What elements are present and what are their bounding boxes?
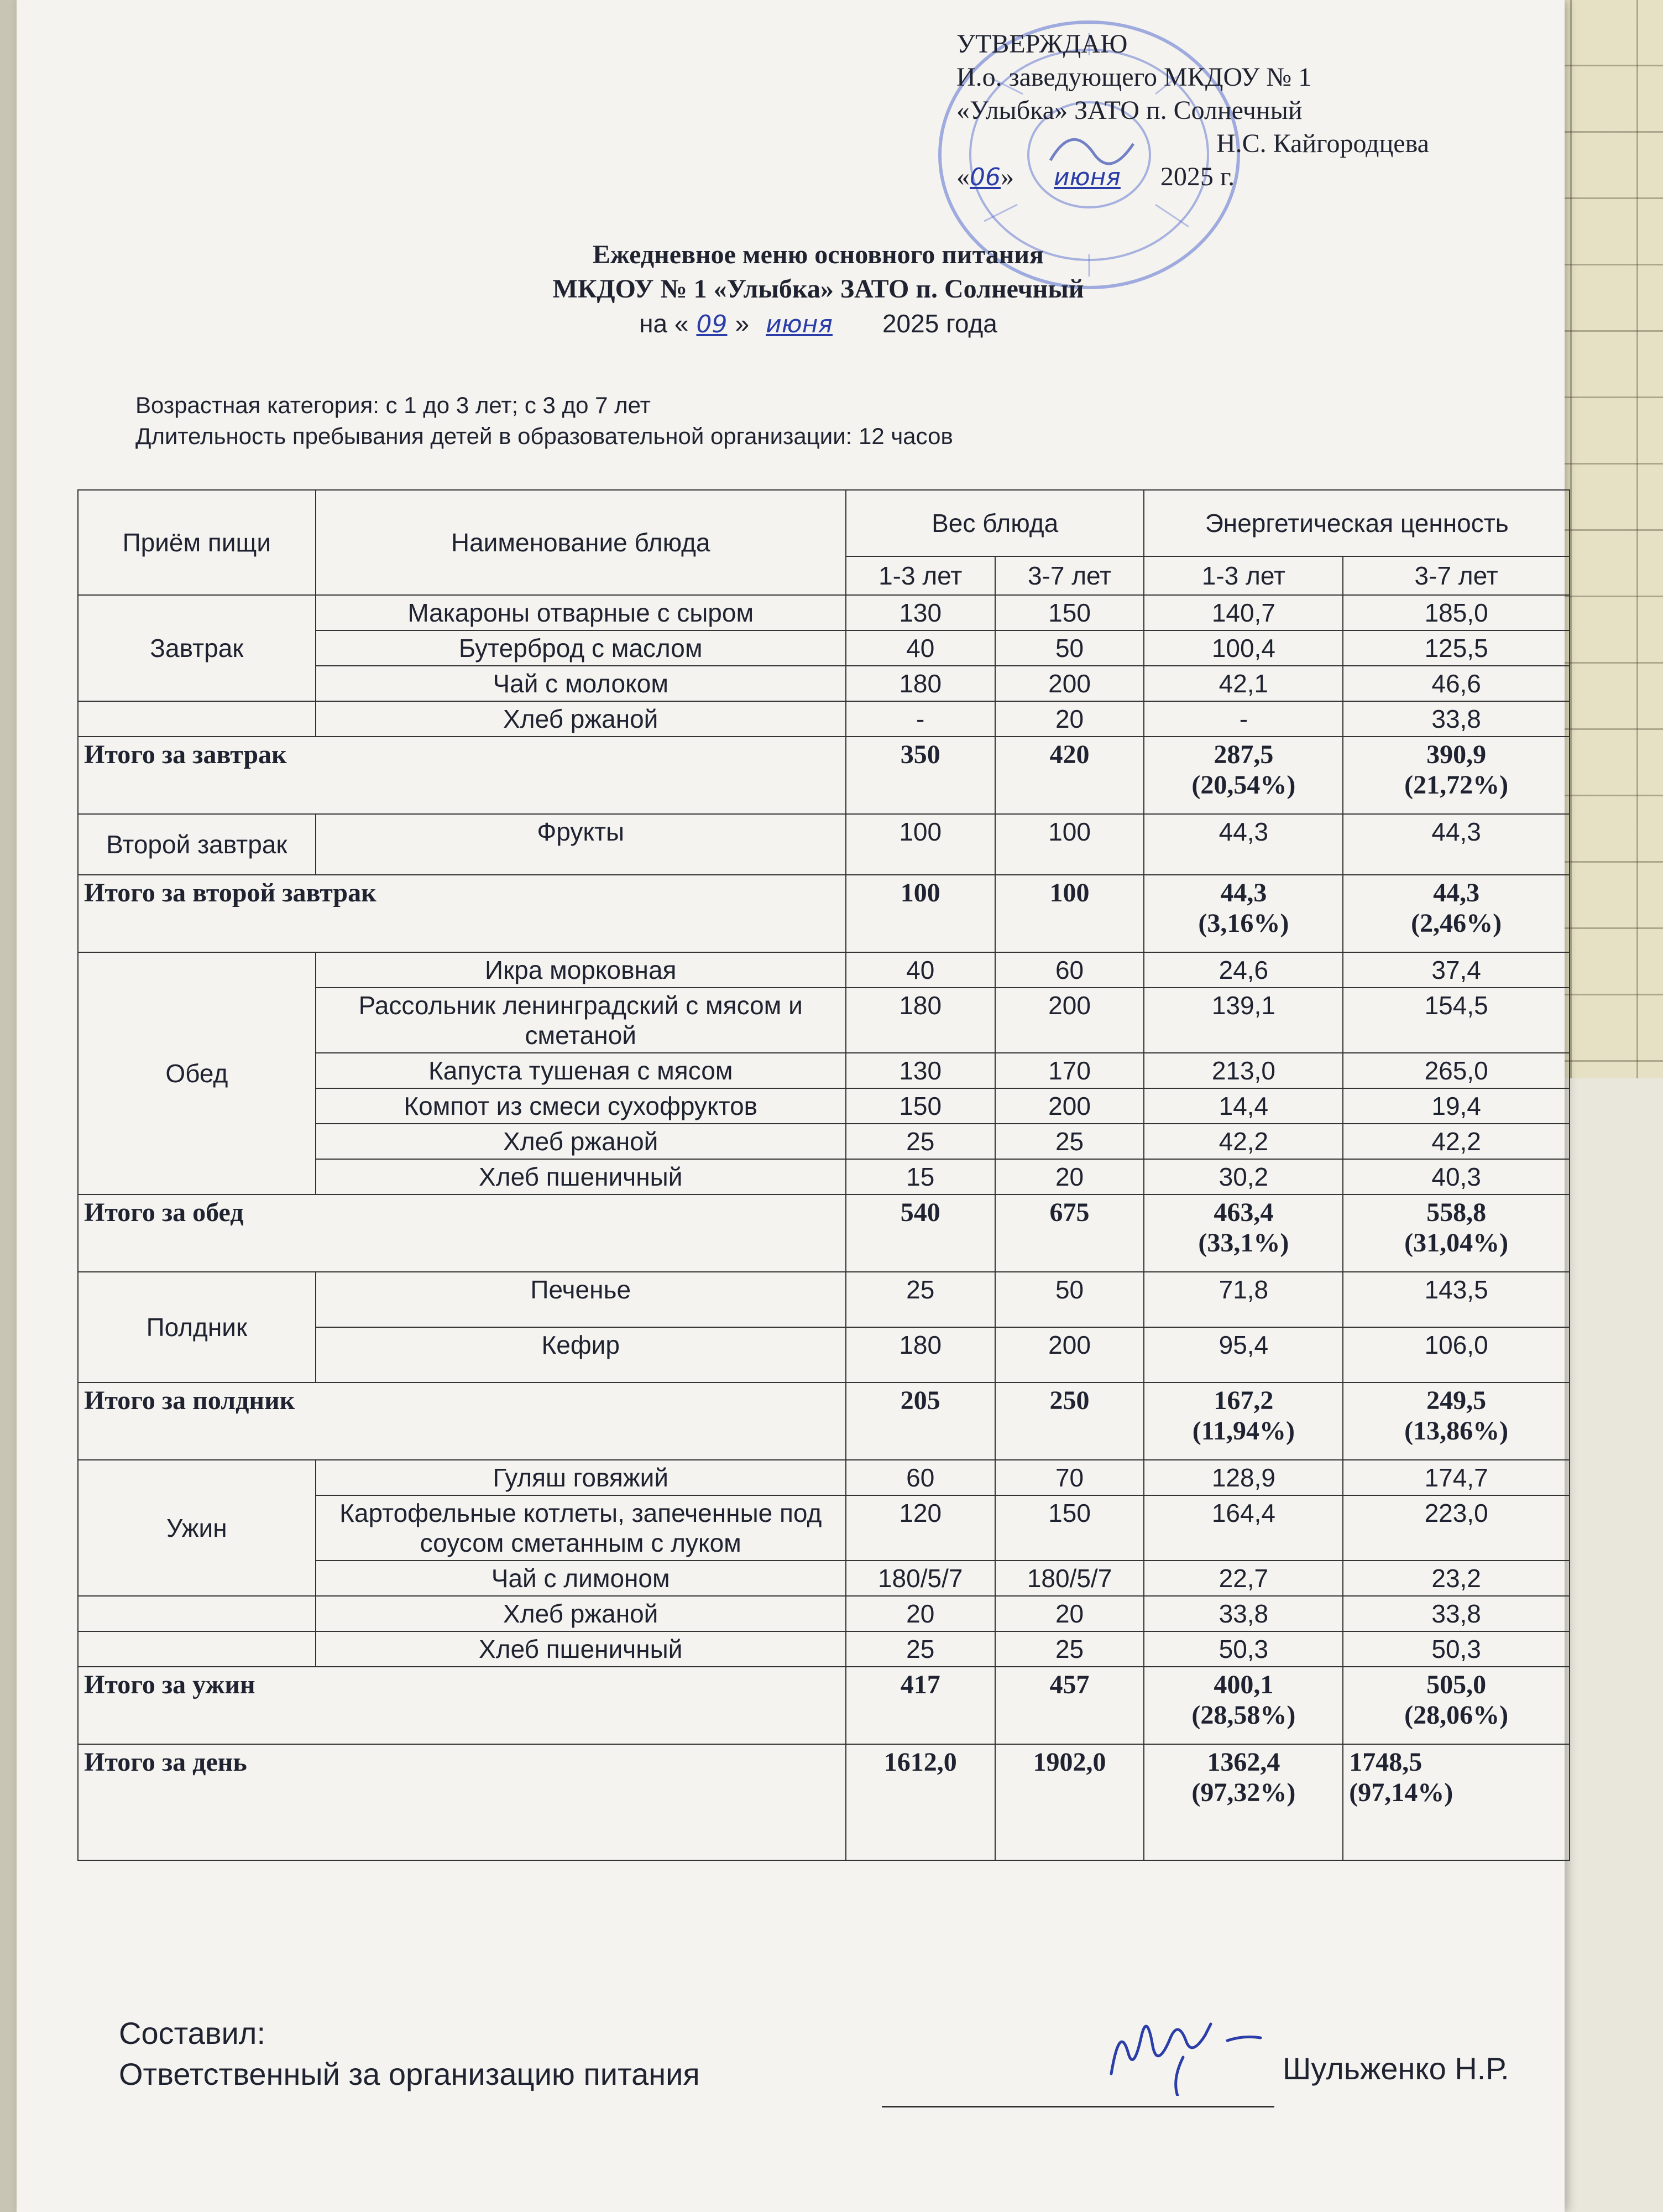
energy-3-7: 174,7	[1343, 1460, 1570, 1495]
weight-3-7: 50	[995, 1272, 1144, 1327]
weight-3-7: 170	[995, 1053, 1144, 1088]
energy-1-3: 14,4	[1144, 1088, 1343, 1124]
energy-3-7: 125,5	[1343, 630, 1570, 666]
table-row	[78, 814, 1570, 875]
energy-3-7: 154,5	[1343, 988, 1570, 1053]
energy-3-7: 265,0	[1343, 1053, 1570, 1088]
total-weight-3-7: 420	[995, 737, 1144, 814]
weight-1-3: 40	[846, 630, 995, 666]
dish-cell: Хлеб ржаной	[316, 1596, 846, 1631]
table-row	[78, 1596, 1570, 1631]
weight-1-3: 25	[846, 1631, 995, 1667]
weight-3-7: 20	[995, 1596, 1144, 1631]
energy-1-3: 33,8	[1144, 1596, 1343, 1631]
weight-3-7: 200	[995, 988, 1144, 1053]
energy-3-7: 185,0	[1343, 595, 1570, 630]
approval-date-year: 2025 г.	[1160, 162, 1235, 191]
total-label: Итого за день	[78, 1744, 846, 1860]
energy-1-3: -	[1144, 701, 1343, 737]
age-category: Возрастная категория: с 1 до 3 лет; с 3 до 7 лет	[135, 392, 651, 418]
weight-1-3: 180	[846, 988, 995, 1053]
energy-3-7: 223,0	[1343, 1495, 1570, 1561]
table-row	[78, 952, 1570, 988]
total-weight-1-3: 350	[846, 737, 995, 814]
energy-1-3: 95,4	[1144, 1327, 1343, 1383]
weight-3-7: 25	[995, 1631, 1144, 1667]
energy-1-3: 24,6	[1144, 952, 1343, 988]
header-dish: Наименование блюда	[316, 490, 846, 595]
dish-cell: Кефир	[316, 1327, 846, 1383]
total-energy-3-7: 44,3 (2,46%)	[1343, 875, 1570, 952]
meal-cell: Полдник	[78, 1272, 316, 1383]
weight-1-3: 25	[846, 1124, 995, 1159]
header-energy-age2: 3-7 лет	[1343, 556, 1570, 595]
menu-table	[77, 489, 1570, 1861]
total-row	[78, 875, 1570, 952]
weight-3-7: 150	[995, 1495, 1144, 1561]
energy-3-7: 40,3	[1343, 1159, 1570, 1194]
day-total-row	[78, 1744, 1570, 1860]
energy-3-7: 44,3	[1343, 814, 1570, 875]
header-energy: Энергетическая ценность	[1144, 490, 1570, 556]
total-energy-1-3: 1362,4 (97,32%)	[1144, 1744, 1343, 1860]
dish-cell: Хлеб пшеничный	[316, 1159, 846, 1194]
approval-date-day: 06	[970, 163, 1001, 191]
dish-cell: Хлеб ржаной	[316, 1124, 846, 1159]
energy-1-3: 30,2	[1144, 1159, 1343, 1194]
energy-1-3: 50,3	[1144, 1631, 1343, 1667]
table-row	[78, 1460, 1570, 1495]
approval-block	[956, 28, 1509, 194]
dish-cell: Макароны отварные с сыром	[316, 595, 846, 630]
total-weight-3-7: 1902,0	[995, 1744, 1144, 1860]
compiled-label: Составил:	[119, 2016, 266, 2051]
total-energy-1-3: 400,1 (28,58%)	[1144, 1667, 1343, 1744]
total-label: Итого за завтрак	[78, 737, 846, 814]
empty-meal-cell	[78, 1631, 316, 1667]
weight-3-7: 25	[995, 1124, 1144, 1159]
weight-1-3: 150	[846, 1088, 995, 1124]
title-date-month: июня	[766, 310, 833, 338]
title-line-1: Ежедневное меню основного питания	[592, 240, 1044, 269]
total-label: Итого за ужин	[78, 1667, 846, 1744]
weight-3-7: 70	[995, 1460, 1144, 1495]
header-energy-age1: 1-3 лет	[1144, 556, 1343, 595]
weight-1-3: 130	[846, 595, 995, 630]
total-row	[78, 1667, 1570, 1744]
energy-1-3: 22,7	[1144, 1561, 1343, 1596]
title-date: на « 09 » июня 2025 года	[639, 309, 997, 338]
dish-cell: Икра морковная	[316, 952, 846, 988]
total-energy-3-7: 390,9 (21,72%)	[1343, 737, 1570, 814]
meta-info	[135, 390, 953, 452]
weight-3-7: 100	[995, 814, 1144, 875]
approval-signer: Н.С. Кайгородцева	[1216, 129, 1429, 158]
header-meal: Приём пищи	[78, 490, 316, 595]
weight-3-7: 200	[995, 1327, 1144, 1383]
total-label: Итого за второй завтрак	[78, 875, 846, 952]
approval-date-month: июня	[1054, 163, 1121, 191]
dish-cell: Картофельные котлеты, запеченные под соусом сметанным с луком	[316, 1495, 846, 1561]
total-weight-3-7: 250	[995, 1383, 1144, 1460]
energy-3-7: 33,8	[1343, 701, 1570, 737]
weight-3-7: 180/5/7	[995, 1561, 1144, 1596]
total-weight-3-7: 457	[995, 1667, 1144, 1744]
title-date-year: 2025 года	[882, 309, 997, 338]
energy-1-3: 139,1	[1144, 988, 1343, 1053]
meal-cell: Завтрак	[78, 595, 316, 701]
dish-cell: Бутерброд с маслом	[316, 630, 846, 666]
dish-cell: Хлеб пшеничный	[316, 1631, 846, 1667]
page-title	[348, 238, 1288, 342]
table-row	[78, 595, 1570, 630]
signature-line	[882, 2106, 1274, 2107]
weight-3-7: 200	[995, 1088, 1144, 1124]
energy-3-7: 46,6	[1343, 666, 1570, 701]
energy-3-7: 19,4	[1343, 1088, 1570, 1124]
approval-heading: УТВЕРЖДАЮ	[956, 29, 1128, 59]
energy-1-3: 164,4	[1144, 1495, 1343, 1561]
weight-1-3: 120	[846, 1495, 995, 1561]
document-sheet	[17, 0, 1565, 2212]
total-energy-3-7: 558,8 (31,04%)	[1343, 1194, 1570, 1272]
total-weight-1-3: 100	[846, 875, 995, 952]
weight-3-7: 200	[995, 666, 1144, 701]
energy-3-7: 106,0	[1343, 1327, 1570, 1383]
weight-1-3: 40	[846, 952, 995, 988]
energy-1-3: 71,8	[1144, 1272, 1343, 1327]
title-date-day: 09	[696, 310, 728, 338]
dish-cell: Хлеб ржаной	[316, 701, 846, 737]
weight-3-7: 150	[995, 595, 1144, 630]
empty-meal-cell	[78, 1596, 316, 1631]
total-label: Итого за полдник	[78, 1383, 846, 1460]
dish-cell: Печенье	[316, 1272, 846, 1327]
total-energy-1-3: 287,5 (20,54%)	[1144, 737, 1343, 814]
dish-cell: Капуста тушеная с мясом	[316, 1053, 846, 1088]
energy-1-3: 100,4	[1144, 630, 1343, 666]
header-weight: Вес блюда	[846, 490, 1144, 556]
total-energy-3-7: 249,5 (13,86%)	[1343, 1383, 1570, 1460]
weight-1-3: 60	[846, 1460, 995, 1495]
dish-cell: Фрукты	[316, 814, 846, 875]
approval-line-2: «Улыбка» ЗАТО п. Солнечный	[956, 96, 1303, 125]
weight-3-7: 20	[995, 701, 1144, 737]
dish-cell: Рассольник ленинградский с мясом и сметаной	[316, 988, 846, 1053]
stay-duration: Длительность пребывания детей в образовательной организации: 12 часов	[135, 423, 953, 449]
table-row	[78, 1272, 1570, 1327]
total-weight-1-3: 540	[846, 1194, 995, 1272]
dish-cell: Компот из смеси сухофруктов	[316, 1088, 846, 1124]
title-line-2: МКДОУ № 1 «Улыбка» ЗАТО п. Солнечный	[552, 274, 1084, 304]
weight-1-3: 20	[846, 1596, 995, 1631]
total-row	[78, 1383, 1570, 1460]
weight-1-3: -	[846, 701, 995, 737]
energy-3-7: 37,4	[1343, 952, 1570, 988]
meal-cell: Обед	[78, 952, 316, 1194]
energy-3-7: 23,2	[1343, 1561, 1570, 1596]
weight-1-3: 180	[846, 666, 995, 701]
total-energy-3-7: 505,0 (28,06%)	[1343, 1667, 1570, 1744]
header-weight-age1: 1-3 лет	[846, 556, 995, 595]
energy-3-7: 143,5	[1343, 1272, 1570, 1327]
total-energy-1-3: 167,2 (11,94%)	[1144, 1383, 1343, 1460]
header-weight-age2: 3-7 лет	[995, 556, 1144, 595]
meal-cell: Ужин	[78, 1460, 316, 1596]
table-row	[78, 701, 1570, 737]
total-weight-1-3: 1612,0	[846, 1744, 995, 1860]
energy-3-7: 33,8	[1343, 1596, 1570, 1631]
handwritten-signature-icon	[1100, 2007, 1277, 2096]
weight-1-3: 25	[846, 1272, 995, 1327]
energy-1-3: 213,0	[1144, 1053, 1343, 1088]
weight-1-3: 130	[846, 1053, 995, 1088]
dish-cell: Чай с молоком	[316, 666, 846, 701]
total-weight-1-3: 205	[846, 1383, 995, 1460]
approval-line-1: И.о. заведующего МКДОУ № 1	[956, 62, 1312, 92]
total-weight-3-7: 675	[995, 1194, 1144, 1272]
meal-cell: Второй завтрак	[78, 814, 316, 875]
energy-1-3: 42,2	[1144, 1124, 1343, 1159]
weight-1-3: 100	[846, 814, 995, 875]
energy-3-7: 42,2	[1343, 1124, 1570, 1159]
total-energy-1-3: 44,3 (3,16%)	[1144, 875, 1343, 952]
weight-3-7: 20	[995, 1159, 1144, 1194]
energy-1-3: 140,7	[1144, 595, 1343, 630]
total-energy-3-7: 1748,5 (97,14%)	[1343, 1744, 1570, 1860]
total-weight-3-7: 100	[995, 875, 1144, 952]
dish-cell: Чай с лимоном	[316, 1561, 846, 1596]
weight-3-7: 50	[995, 630, 1144, 666]
total-energy-1-3: 463,4 (33,1%)	[1144, 1194, 1343, 1272]
table-row	[78, 1631, 1570, 1667]
weight-1-3: 180/5/7	[846, 1561, 995, 1596]
total-row	[78, 737, 1570, 814]
dish-cell: Гуляш говяжий	[316, 1460, 846, 1495]
energy-1-3: 128,9	[1144, 1460, 1343, 1495]
weight-3-7: 60	[995, 952, 1144, 988]
total-label: Итого за обед	[78, 1194, 846, 1272]
empty-meal-cell	[78, 701, 316, 737]
responsible-name: Шульженко Н.Р.	[1283, 2051, 1509, 2086]
weight-1-3: 180	[846, 1327, 995, 1383]
responsible-role: Ответственный за организацию питания	[119, 2057, 700, 2091]
energy-1-3: 42,1	[1144, 666, 1343, 701]
weight-1-3: 15	[846, 1159, 995, 1194]
approval-date: «06» июня 2025 г.	[956, 162, 1235, 191]
total-weight-1-3: 417	[846, 1667, 995, 1744]
energy-3-7: 50,3	[1343, 1631, 1570, 1667]
energy-1-3: 44,3	[1144, 814, 1343, 875]
total-row	[78, 1194, 1570, 1272]
